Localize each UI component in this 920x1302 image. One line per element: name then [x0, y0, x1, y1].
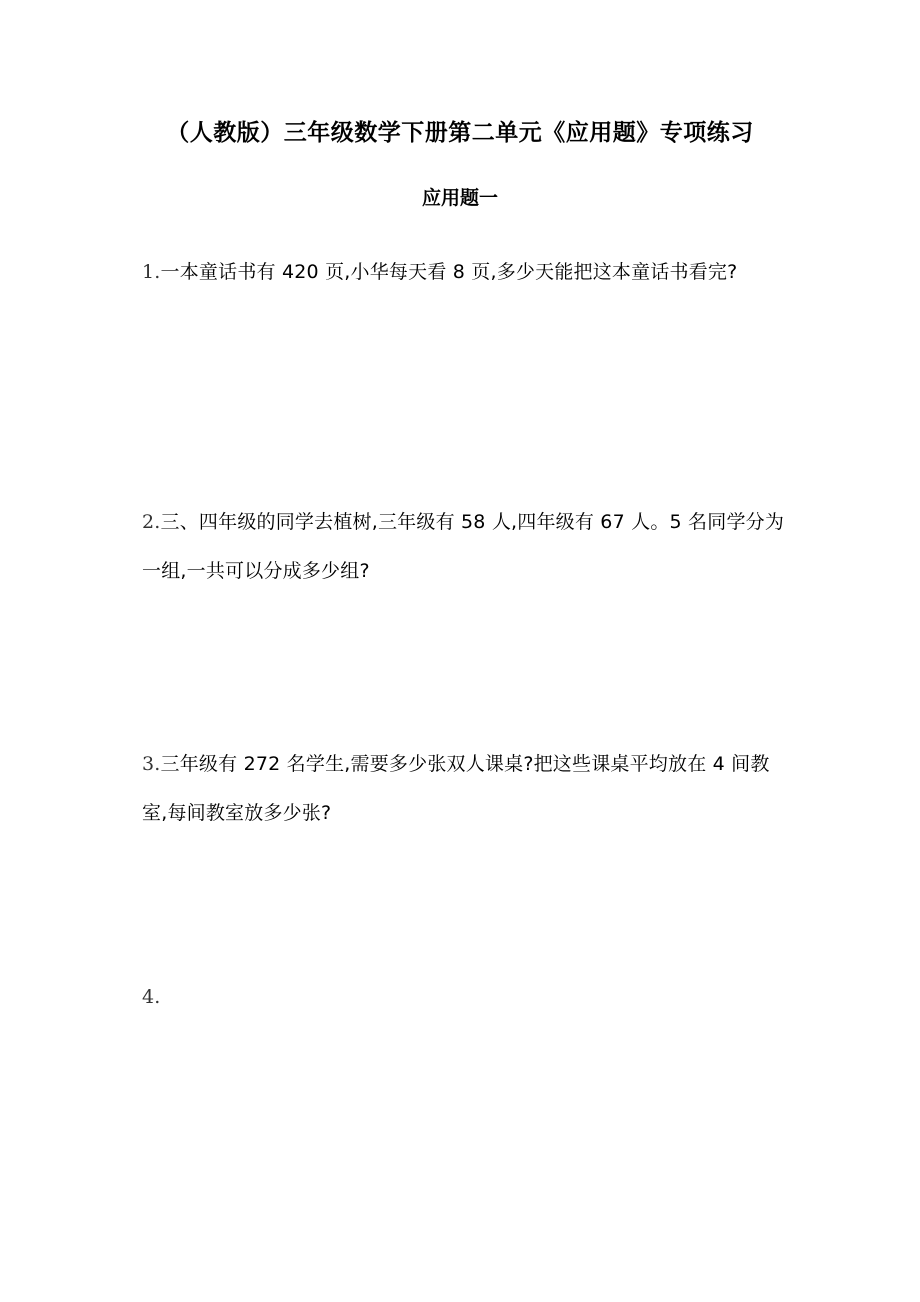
question-number: 1.	[142, 261, 161, 283]
question-number: 4.	[142, 986, 161, 1008]
question-text: 三年级有 272 名学生,需要多少张双人课桌?把这些课桌平均放在 4 间教室,每间教室放多少张?	[142, 753, 770, 824]
document-title: （人教版）三年级数学下册第二单元《应用题》专项练习	[166, 120, 754, 146]
question-3	[142, 740, 790, 838]
question-4	[142, 973, 790, 1022]
question-2	[142, 498, 790, 596]
question-number: 2.	[142, 511, 161, 533]
section-title: 应用题一	[421, 187, 498, 209]
question-1	[142, 248, 790, 297]
question-text: 三、四年级的同学去植树,三年级有 58 人,四年级有 67 人。5 名同学分为一组,一共可以分成多少组?	[142, 511, 785, 582]
question-text: 一本童话书有 420 页,小华每天看 8 页,多少天能把这本童话书看完?	[160, 261, 738, 283]
question-number: 3.	[142, 753, 161, 775]
